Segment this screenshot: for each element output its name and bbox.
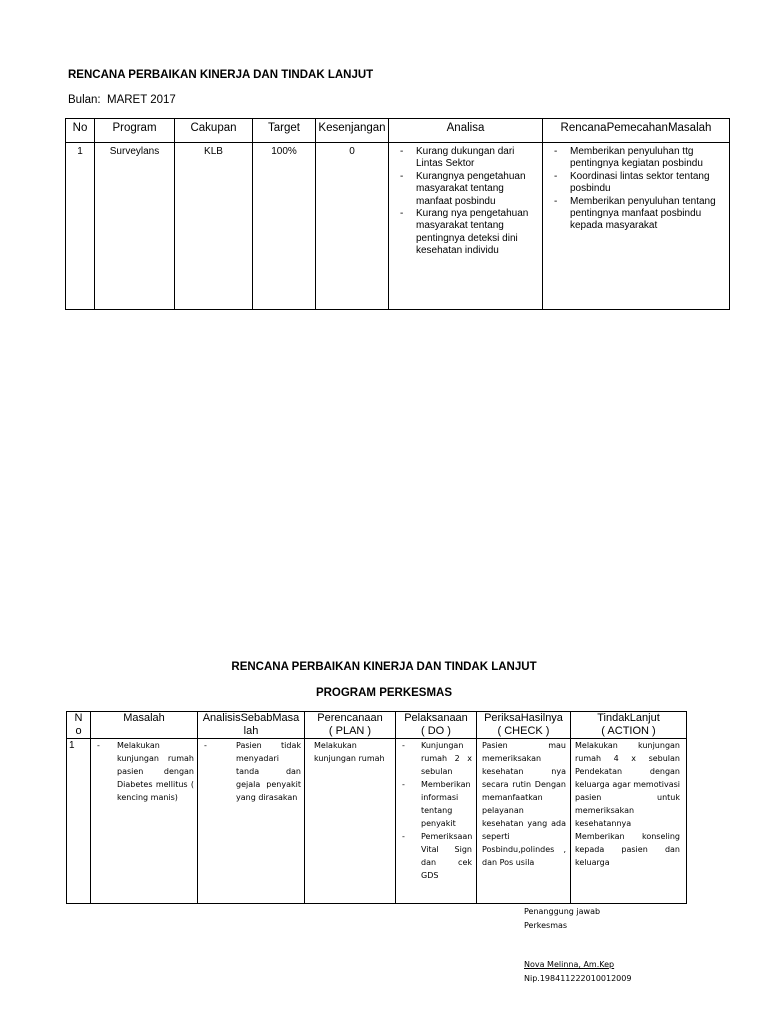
- rencana-item: - Memberikan penyuluhan tentang pentingnya manfaat posbindu kepada masyarakat: [543, 196, 725, 233]
- pelaksanaan-item: - Kunjungan rumah 2 x sebulan: [396, 739, 472, 778]
- month-label: Bulan:: [68, 94, 101, 106]
- header-no-line: o: [75, 724, 82, 737]
- table-row: [67, 739, 687, 904]
- header-target: Target: [253, 119, 316, 143]
- header-tindak: [571, 712, 687, 739]
- header-tindak-line: ( ACTION ): [601, 724, 656, 737]
- header-analisa: Analisa: [389, 119, 543, 143]
- header-analisis-line: AnalisisSebabMasa: [202, 712, 300, 724]
- header-analisis-line: lah: [243, 724, 259, 737]
- section-subtitle: PROGRAM PERKESMAS: [315, 687, 453, 699]
- header-analisis: [198, 712, 305, 739]
- header-pelaksanaan: [396, 712, 477, 739]
- cell-masalah: [91, 739, 198, 904]
- analisa-item: - Kurang dukungan dari Lintas Sektor: [389, 146, 538, 171]
- header-cakupan: Cakupan: [175, 119, 253, 143]
- signature-block: [524, 958, 631, 986]
- pelaksanaan-item: - Memberikan informasi tentang penyakit: [396, 778, 472, 830]
- header-masalah: Masalah: [91, 712, 198, 739]
- header-periksa-line: PeriksaHasilnya: [484, 712, 563, 724]
- cell-no: 1: [66, 143, 95, 310]
- signature-role-line: Perkesmas: [524, 921, 568, 930]
- header-no: No: [66, 119, 95, 143]
- header-periksa: [477, 712, 571, 739]
- analisis-item: - Pasien tidak menyadari tanda dan gejala penyakit yang dirasakan: [198, 739, 301, 804]
- cell-rencana: [543, 143, 730, 310]
- month-value: MARET 2017: [107, 94, 176, 106]
- signature-name: Nova Melinna, Am.Kep: [524, 960, 615, 969]
- cell-perencanaan: Melakukan kunjungan rumah: [305, 739, 396, 904]
- cell-cakupan: KLB: [175, 143, 253, 310]
- header-pelaksanaan-line: ( DO ): [421, 724, 451, 737]
- header-program: Program: [95, 119, 175, 143]
- cell-periksa: Pasien mau memeriksakan kesehatan nya secara rutin Dengan memanfaatkan pelayanan kesehatan yang ada seperti Posbindu,polindes , dan Pos usila: [477, 739, 571, 904]
- masalah-item: - Melakukan kunjungan rumah pasien dengan Diabetes mellitus ( kencing manis): [91, 739, 194, 804]
- header-periksa-line: ( CHECK ): [497, 724, 550, 737]
- signature-role-line: Penanggung jawab: [524, 907, 601, 916]
- document-title: RENCANA PERBAIKAN KINERJA DAN TINDAK LANJUT: [68, 69, 374, 81]
- performance-table: [65, 118, 730, 310]
- header-tindak-line: TindakLanjut: [597, 712, 660, 724]
- cell-program: Surveylans: [95, 143, 175, 310]
- cell-analisis: [198, 739, 305, 904]
- header-perencanaan-line: ( PLAN ): [328, 724, 372, 737]
- header-kesenjangan: Kesenjangan: [316, 119, 389, 143]
- header-no: [67, 712, 91, 739]
- table-header-row: [67, 712, 687, 739]
- signature-role: [524, 905, 600, 933]
- rencana-item: - Memberikan penyuluhan ttg pentingnya kegiatan posbindu: [543, 146, 725, 171]
- perkesmas-table: [66, 711, 687, 904]
- rencana-item: - Koordinasi lintas sektor tentang posbindu: [543, 171, 725, 196]
- header-perencanaan-line: Perencanaan: [317, 712, 383, 724]
- header-rencana: RencanaPemecahanMasalah: [543, 119, 730, 143]
- month-line: [68, 94, 176, 106]
- header-pelaksanaan-line: Pelaksanaan: [404, 712, 468, 724]
- header-perencanaan: [305, 712, 396, 739]
- analisa-item: - Kurangnya pengetahuan masyarakat tentang manfaat posbindu: [389, 171, 538, 208]
- section-title: RENCANA PERBAIKAN KINERJA DAN TINDAK LANJUT: [231, 661, 537, 673]
- signature-nip: Nip.198411222010012009: [524, 974, 632, 983]
- cell-target: 100%: [253, 143, 316, 310]
- cell-kesenjangan: 0: [316, 143, 389, 310]
- cell-no: 1: [67, 739, 91, 904]
- cell-pelaksanaan: [396, 739, 477, 904]
- table-header-row: [66, 119, 730, 143]
- cell-analisa: [389, 143, 543, 310]
- table-row: [66, 143, 730, 310]
- header-no-line: N: [74, 712, 83, 724]
- analisa-item: - Kurang nya pengetahuan masyarakat tentang pentingnya deteksi dini kesehatan individu: [389, 208, 538, 258]
- pelaksanaan-item: - Pemeriksaan Vital Sign dan cek GDS: [396, 830, 472, 882]
- cell-tindak: Melakukan kunjungan rumah 4 x sebulan Pendekatan dengan keluarga agar memotivasi pasien untuk memeriksakan kesehatannya Memberikan konseling kepada pasien dan keluarga: [571, 739, 687, 904]
